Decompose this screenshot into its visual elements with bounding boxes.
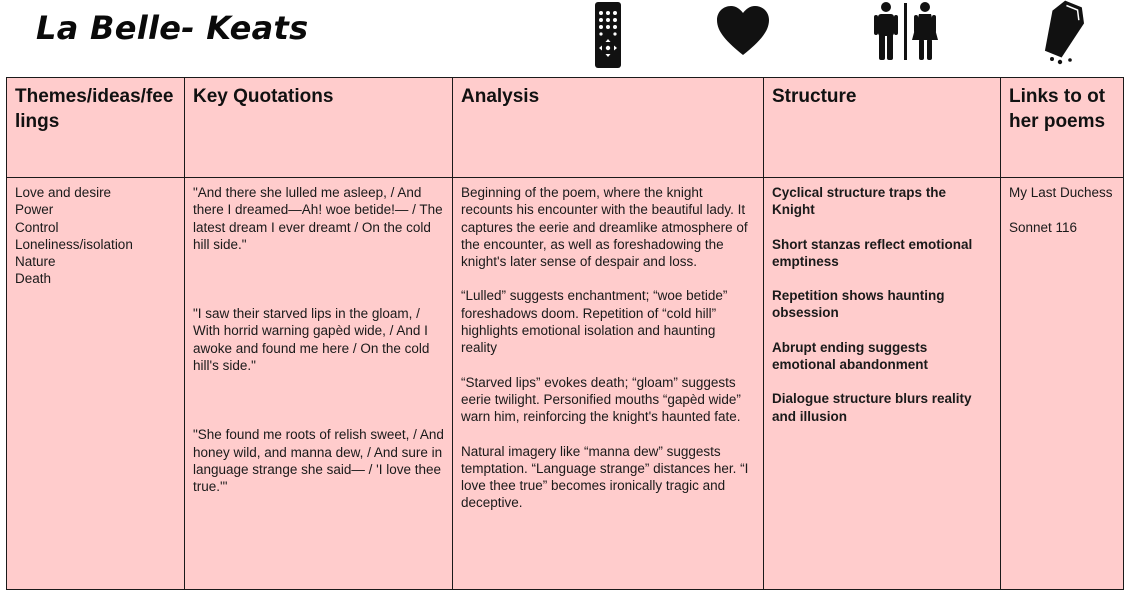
links-cell [1001,178,1123,589]
header-structure: Structure [764,78,1001,178]
analysis-paragraph: “Starved lips” evokes death; “gloam” suggests eerie twilight. Personified mouths “gapèd wide” warn him, reinforcing the knight's haunted fate. [461,374,741,425]
quotations-cell [185,178,453,589]
analysis-cell [453,178,764,589]
quotation: "I saw their starved lips in the gloam, / With horrid warning gapèd wide, / And I awoke and found me here / On the cold hill's side." [193,306,430,374]
theme-item: Death [15,271,52,287]
structure-point: Cyclical structure traps the Knight [772,185,947,218]
restroom-icon [870,1,940,63]
structure-cell [764,178,1001,589]
spacer [1009,201,1115,218]
heart-icon [715,5,771,57]
structure-point: Short stanzas reflect emotional emptiness [772,236,973,269]
theme-item: Nature [15,254,56,270]
header-key-quotations: Key Quotations [185,78,453,178]
quotation: "And there she lulled me asleep, / And there I dreamed—Ah! woe betide!— / The latest dream I ever dreamt / On the cold hill side." [193,185,443,252]
header-analysis: Analysis [453,78,764,178]
document-title: La Belle- Keats [36,9,309,47]
themes-cell [7,178,185,589]
remote-control-icon [590,1,626,69]
analysis-paragraph: Natural imagery like “manna dew” suggests temptation. “Language strange” distances her. “I love thee true” becomes ironically tragic and deceptive. [461,443,749,511]
analysis-paragraph: Beginning of the poem, where the knight recounts his encounter with the beautiful lady. It captures the eerie and dreamlike atmosphere of the encounter, as well as foreshadowing the knight's later sense of despair and loss. [461,185,748,270]
linked-poem: My Last Duchess [1009,185,1113,200]
theme-item: Loneliness/isolation [15,236,133,252]
analysis-paragraph: “Lulled” suggests enchantment; “woe betide” foreshadows doom. Repetition of “cold hill” highlights emotional isolation and haunting reality [461,288,728,356]
header-links: Links to other poems [1001,78,1123,178]
structure-point: Repetition shows haunting obsession [772,288,945,321]
quotation: "She found me roots of relish sweet, / And honey wild, and manna dew, / And sure in language strange she said— / 'I love thee true.'" [193,427,444,495]
header-themes: Themes/ideas/feelings [7,78,185,178]
theme-item: Power [15,202,54,218]
theme-item: Control [15,219,59,235]
coffin-icon [1030,0,1096,66]
structure-point: Abrupt ending suggests emotional abandonment [772,339,929,373]
structure-point: Dialogue structure blurs reality and illusion [772,391,972,424]
notes-table [6,77,1124,590]
linked-poem: Sonnet 116 [1009,219,1078,235]
theme-item: Love and desire [15,185,112,200]
